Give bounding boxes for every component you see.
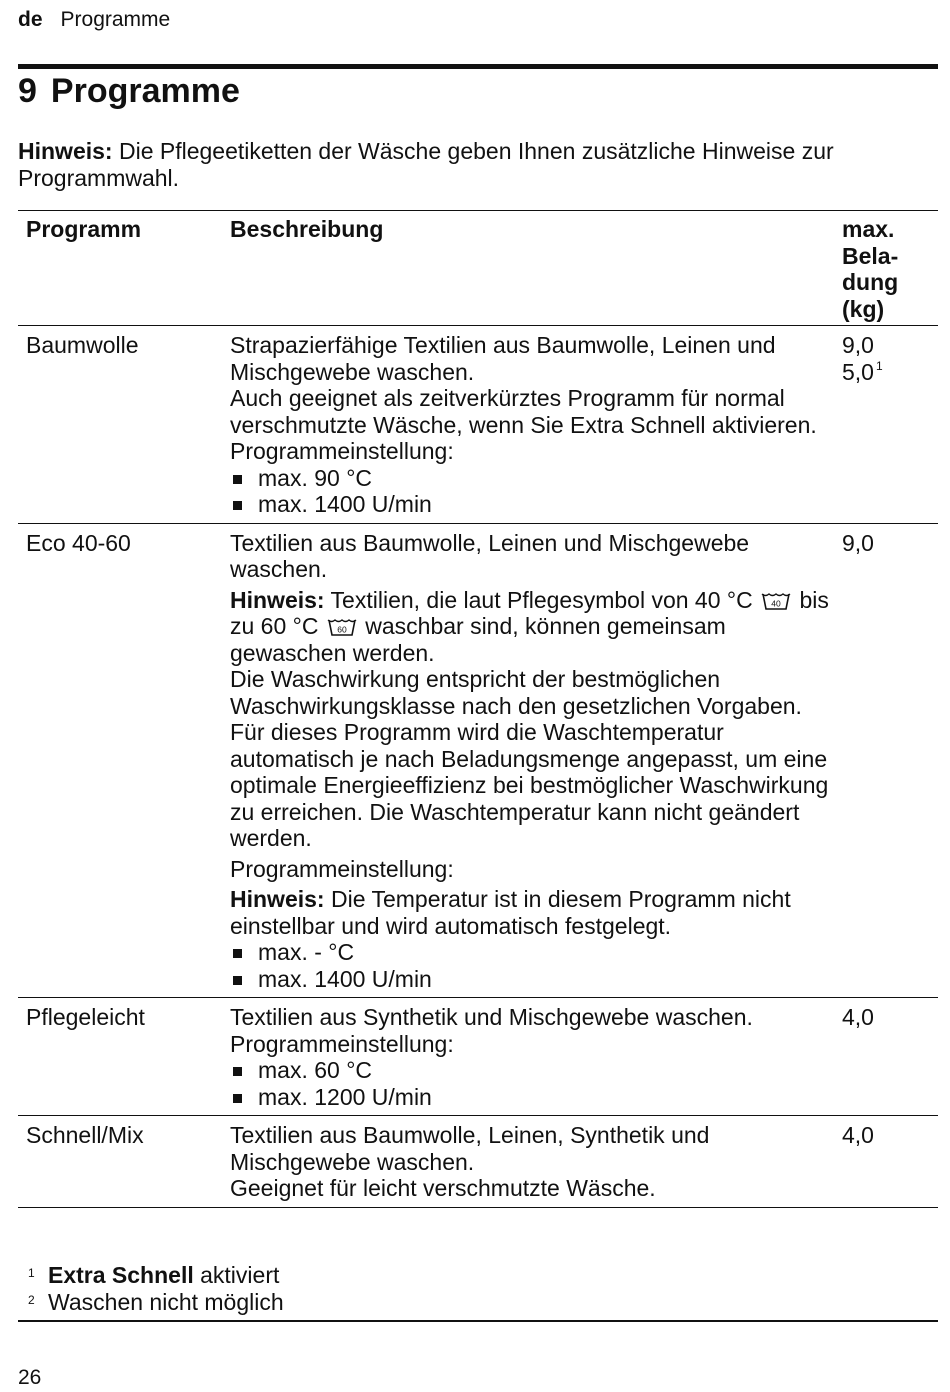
header-rule xyxy=(18,64,938,69)
load-value-extra xyxy=(842,359,938,386)
program-setting-label: Programmeinstellung: xyxy=(230,438,454,464)
description-text: Textilien aus Synthetik und Mischgewebe waschen. xyxy=(230,1004,753,1030)
load-value: 9,0 xyxy=(842,529,874,556)
program-table xyxy=(18,210,938,1208)
list-item: max. - °C xyxy=(230,939,834,966)
wash-tub-icon-label: 40 xyxy=(771,598,781,608)
header-section: Programme xyxy=(60,8,171,31)
program-load xyxy=(834,998,938,1116)
list-item: max. 1400 U/min xyxy=(230,491,834,518)
description-text: Textilien aus Baumwolle, Leinen, Synthetik und Mischgewebe waschen. xyxy=(230,1122,710,1175)
table-header-row xyxy=(18,211,938,326)
intro-note-label: Hinweis: xyxy=(18,138,113,164)
program-load xyxy=(834,523,938,998)
program-name: Eco 40-60 xyxy=(26,529,131,556)
footnotes xyxy=(18,1262,938,1316)
temperature-note xyxy=(230,886,834,939)
program-name: Baumwolle xyxy=(26,332,139,358)
program-load xyxy=(834,1116,938,1208)
footnote-rule xyxy=(18,1320,938,1322)
setting-list xyxy=(230,1057,834,1110)
description-text: Strapazierfähige Textilien aus Baumwolle, Leinen und Mischgewebe waschen. xyxy=(230,332,776,385)
program-setting-label: Programmeinstellung: xyxy=(230,855,454,882)
header-program: Programm xyxy=(26,216,142,242)
load-value: 9,0 xyxy=(842,332,874,358)
load-value: 5,0 xyxy=(842,358,874,385)
header-load xyxy=(834,211,938,326)
table-row xyxy=(18,998,938,1116)
note-text: Textilien, die laut Pflegesymbol von 40 °C xyxy=(324,586,753,613)
program-name: Schnell/Mix xyxy=(26,1122,144,1148)
footnote-text: aktiviert xyxy=(193,1262,280,1288)
page-header xyxy=(18,8,170,32)
note-text: waschbar sind, können gemeinsam gewaschen werden. xyxy=(230,613,726,666)
language-code: de xyxy=(18,8,43,31)
setting-list xyxy=(230,465,834,518)
footnote-bold: Extra Schnell xyxy=(48,1262,194,1288)
wash-tub-icon-label: 60 xyxy=(337,624,347,635)
description-text: Geeignet für leicht verschmutzte Wäsche. xyxy=(230,1175,656,1201)
table-row xyxy=(18,523,938,998)
load-value: 4,0 xyxy=(842,1004,874,1030)
description-text: Die Waschwirkung entspricht der bestmöglichen Waschwirkungsklasse nach den gesetzlichen Vorgaben. xyxy=(230,666,802,719)
table-row xyxy=(18,1116,938,1208)
intro-note xyxy=(18,138,933,192)
footnote-ref: 1 xyxy=(875,358,883,373)
intro-note-text: Die Pflegeetiketten der Wäsche geben Ihnen zusätzliche Hinweise zur Programmwahl. xyxy=(18,138,834,191)
program-description xyxy=(222,326,834,524)
program-load xyxy=(834,326,938,524)
program-setting-label: Programmeinstellung: xyxy=(230,1030,454,1057)
note-text: bis zu 60 °C xyxy=(230,586,829,639)
eco-note xyxy=(230,587,834,667)
page-title xyxy=(18,72,240,111)
wash-tub-icon xyxy=(327,617,357,637)
list-item: max. 1400 U/min xyxy=(230,966,834,993)
note-text: Die Temperatur ist in diesem Programm nicht einstellbar und wird automatisch festgelegt. xyxy=(230,886,791,939)
program-description xyxy=(222,1116,834,1208)
header-load-label: max. Bela-dung (kg) xyxy=(842,216,899,322)
wash-tub-icon xyxy=(761,591,791,611)
description-text: Für dieses Programm wird die Waschtemperatur automatisch je nach Beladungsmenge angepasst, um eine optimale Energieeffizienz bei bestmöglicher Waschwirkung zu erreichen. Die Waschtemperatur kann nicht geändert werden. xyxy=(230,719,829,851)
load-value: 4,0 xyxy=(842,1122,874,1148)
note-label: Hinweis: xyxy=(230,586,325,613)
program-name: Pflegeleicht xyxy=(26,1004,145,1030)
program-description xyxy=(222,523,834,998)
footnote xyxy=(18,1262,938,1289)
note-label: Hinweis: xyxy=(230,886,325,912)
chapter-number: 9 xyxy=(18,72,37,110)
description-text: Auch geeignet als zeitverkürztes Programm für normal verschmutzte Wäsche, wenn Sie Extra Schnell aktivieren. xyxy=(230,385,817,438)
program-description xyxy=(222,998,834,1116)
footnote xyxy=(18,1289,938,1316)
footnote-mark: 1 xyxy=(28,1266,35,1280)
list-item: max. 90 °C xyxy=(230,465,834,492)
table-row xyxy=(18,326,938,524)
list-item: max. 1200 U/min xyxy=(230,1084,834,1111)
header-description: Beschreibung xyxy=(230,216,384,242)
chapter-title: Programme xyxy=(50,72,240,110)
list-item: max. 60 °C xyxy=(230,1057,834,1084)
description-text: Textilien aus Baumwolle, Leinen und Mischgewebe waschen. xyxy=(230,529,750,582)
setting-list xyxy=(230,939,834,992)
footnote-text: Waschen nicht möglich xyxy=(48,1289,284,1315)
page-number: 26 xyxy=(18,1366,42,1389)
footnote-mark: 2 xyxy=(28,1293,35,1307)
